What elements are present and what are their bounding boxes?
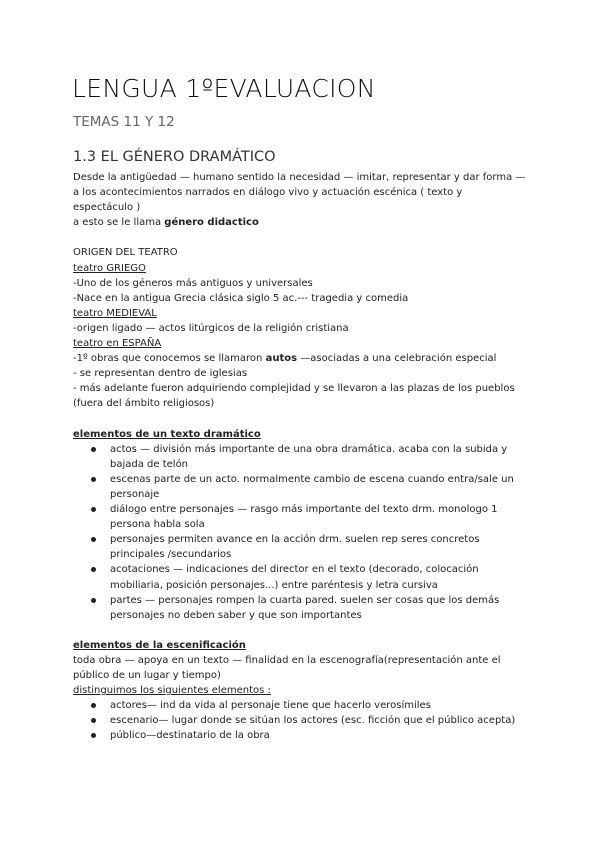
bullet-icon — [91, 733, 96, 738]
list-item — [73, 442, 533, 472]
bullet-icon — [91, 567, 96, 572]
bullet-icon — [91, 507, 96, 512]
distinguimos-line: distinguimos los siguientes elementos : — [73, 685, 271, 697]
list-item-line: persona habla sola — [110, 519, 205, 531]
list-item-line: público—destinatario de la obra — [110, 730, 270, 742]
espana-line: - se representan dentro de iglesias — [73, 368, 248, 380]
list-item-line: bajada de telón — [110, 458, 189, 470]
list-item — [73, 532, 533, 562]
intro-line: a los acontecimientos narrados en diálogo vivo y actuación escénica ( texto y — [73, 187, 463, 199]
medieval-label: teatro MEDIEVAL — [73, 307, 157, 319]
list-item-line: escenario— lugar donde se sitúan los actores (esc. ficción que el público acepta) — [110, 715, 516, 727]
list-item-line: personajes permiten avance en la acción drm. suelen rep seres concretos — [110, 534, 480, 546]
bullet-icon — [91, 447, 96, 452]
list-item-line: escenas parte de un acto. normalmente cambio de escena cuando entra/sale un — [110, 473, 514, 485]
list-item-line: principales /secundarios — [110, 549, 232, 561]
list-item — [73, 472, 533, 502]
list-item-line: actos — división más importante de una obra dramática. acaba con la subida y — [110, 443, 508, 455]
document-title: LENGUA 1ºEVALUACION — [72, 74, 376, 103]
list-item — [73, 562, 533, 592]
escenificacion-line: toda obra — apoya en un texto — finalidad en la escenografía(representación ante el — [73, 655, 501, 666]
bullet-icon — [91, 598, 96, 603]
elementos-texto-list — [73, 442, 533, 623]
griego-line: -Uno de los géneros más antiguos y universales — [73, 277, 313, 289]
list-item-line: personaje — [110, 488, 160, 500]
elementos-texto-heading: elementos de un texto dramático — [73, 428, 261, 440]
autos-term: autos — [265, 353, 298, 365]
list-item — [73, 698, 533, 713]
medieval-line: -origen ligado — actos litúrgicos de la religión cristiana — [73, 322, 349, 334]
espana-line: (fuera del ámbito religiosos) — [73, 398, 215, 410]
origen-heading: ORIGEN DEL TEATRO — [73, 247, 178, 259]
document-body — [73, 170, 533, 744]
escenificacion-list — [73, 698, 533, 743]
section-heading: 1.3 EL GÉNERO DRAMÁTICO — [73, 149, 276, 165]
genre-line — [73, 215, 533, 230]
list-item-line: mobiliaria, posición personajes...) entre paréntesis y letra cursiva — [110, 579, 438, 591]
bullet-icon — [91, 537, 96, 542]
escenificacion-line: público de un lugar y tiempo) — [73, 670, 221, 682]
document-subtitle: TEMAS 11 Y 12 — [73, 114, 175, 130]
list-item-line: personajes no deben saber y que son importantes — [110, 609, 362, 621]
list-item — [73, 713, 533, 728]
list-item — [73, 593, 533, 623]
griego-label: teatro GRIEGO — [73, 262, 146, 274]
list-item-line: partes — personajes rompen la cuarta pared. suelen ser cosas que los demás — [110, 594, 500, 606]
genre-prefix: a esto se le llama — [73, 217, 165, 229]
espana-line — [73, 351, 533, 366]
genre-name: género didactico — [164, 217, 259, 229]
escenificacion-heading: elementos de la escenificación — [73, 639, 246, 651]
intro-line: Desde la antigüedad — humano sentido la necesidad — imitar, representar y dar forma — — [73, 172, 526, 183]
espana-line-post: —asociadas a una celebración especial — [297, 353, 497, 365]
espana-line-pre: -1º obras que conocemos se llamaron — [73, 353, 266, 365]
griego-line: -Nace en la antigua Grecia clásica siglo 5 ac.--- tragedia y comedia — [73, 292, 409, 304]
list-item — [73, 728, 533, 743]
bullet-icon — [91, 703, 96, 708]
espana-label: teatro en ESPAÑA — [73, 338, 162, 350]
espana-line: - más adelante fueron adquiriendo complejidad y se llevaron a las plazas de los pueblos — [73, 383, 515, 395]
bullet-icon — [91, 718, 96, 723]
bullet-icon — [91, 477, 96, 482]
list-item-line: actores— ind da vida al personaje tiene que hacerlo verosímiles — [110, 700, 431, 712]
list-item-line: diálogo entre personajes — rasgo más importante del texto drm. monologo 1 — [110, 504, 498, 516]
list-item — [73, 502, 533, 532]
intro-line: espectáculo ) — [73, 202, 141, 214]
list-item-line: acotaciones — indicaciones del director en el texto (decorado, colocación — [110, 564, 479, 576]
